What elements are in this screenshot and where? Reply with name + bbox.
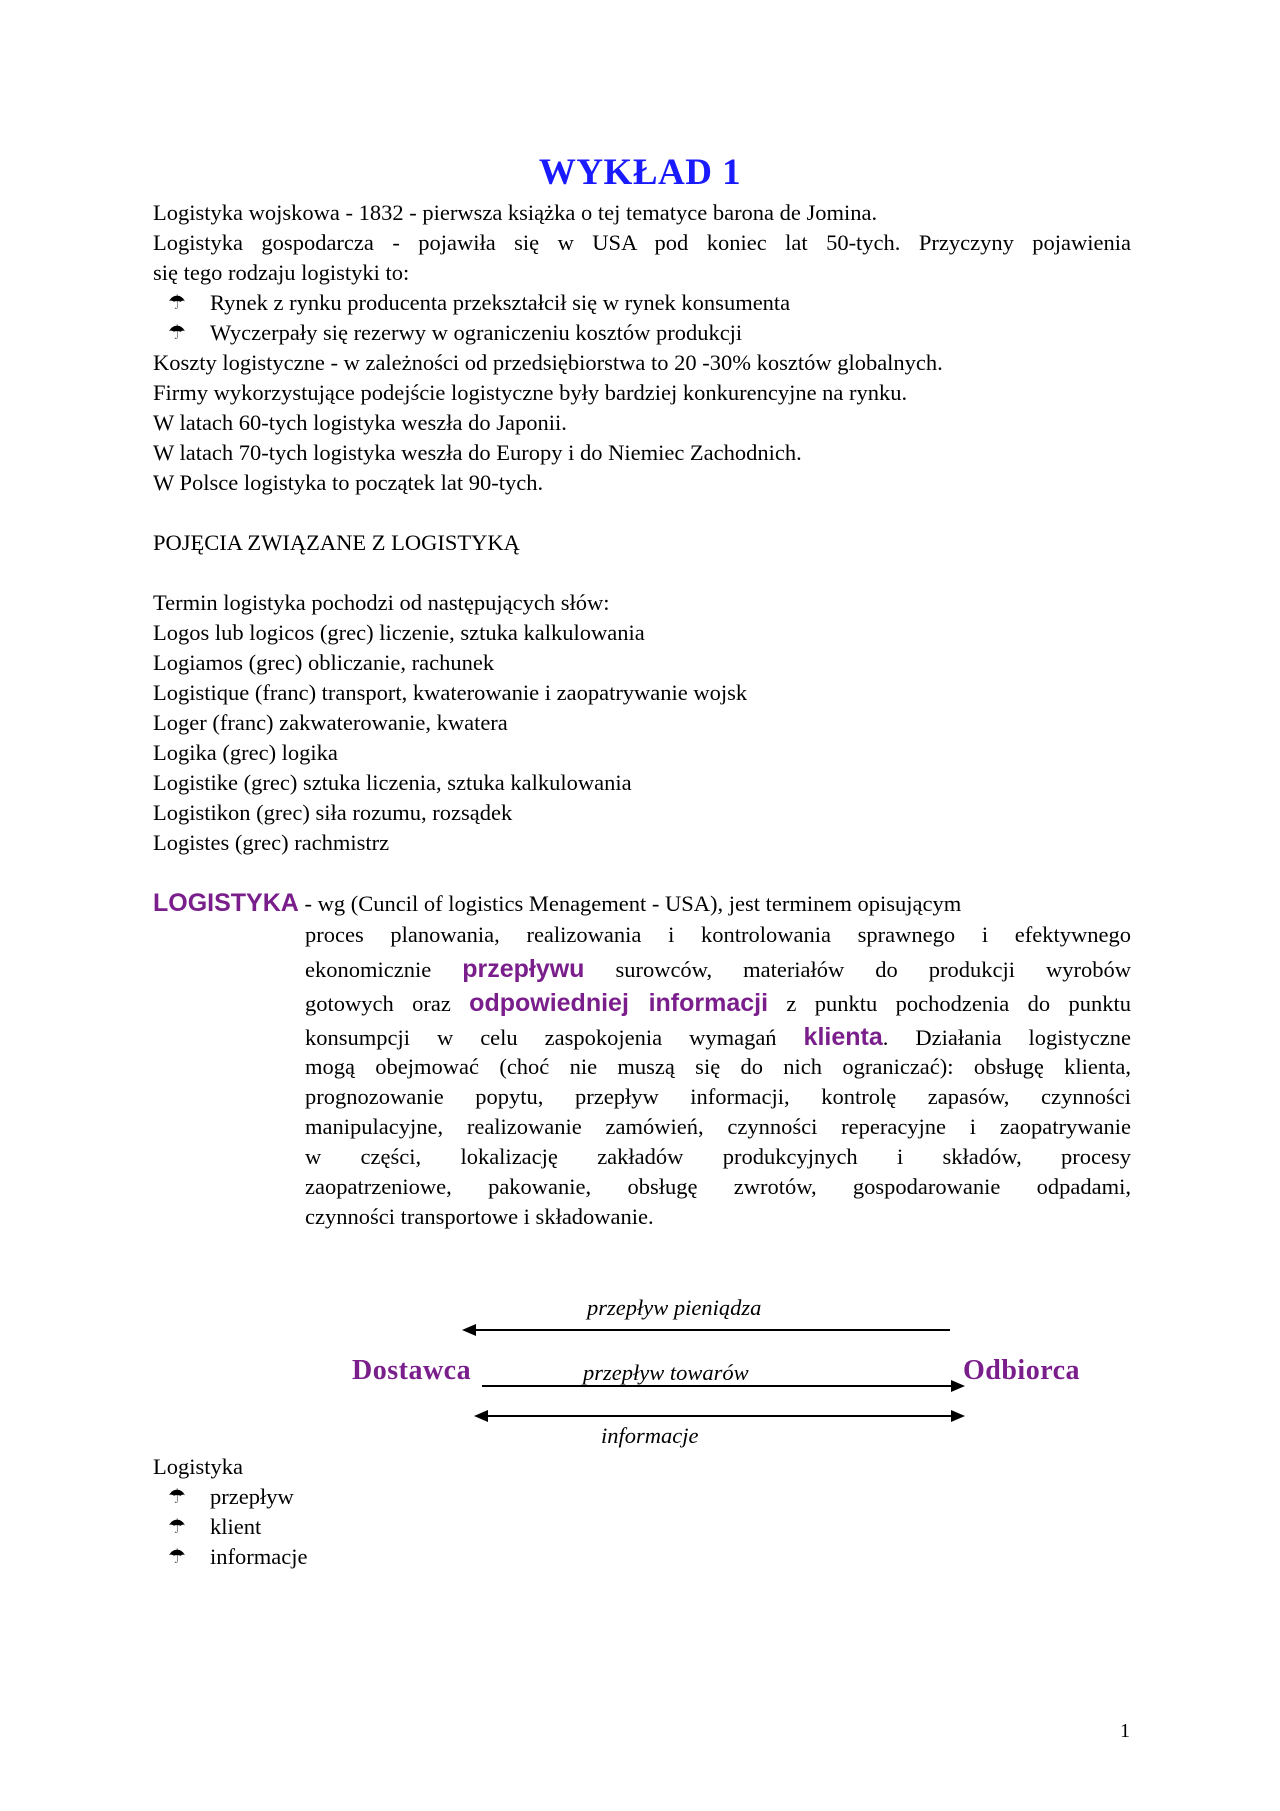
intro-line: się tego rodzaju logistyki to: [153, 260, 410, 285]
umbrella-icon: ☂ [168, 1486, 186, 1508]
intro-line: Logistyka gospodarcza - pojawiła się w USA pod koniec lat 50-tych. Przyczyny pojawienia [153, 230, 1131, 255]
list-item: Rynek z rynku producenta przekształcił się w rynek konsumenta [210, 290, 791, 315]
term-item: Logistique (franc) transport, kwaterowanie i zaopatrywanie wojsk [153, 680, 748, 705]
definition-body [305, 920, 1131, 1232]
keyword-przeplyw: przepływu [462, 955, 585, 983]
intro-line: W Polsce logistyka to początek lat 90-tych. [153, 470, 544, 495]
page-title: WYKŁAD 1 [538, 152, 742, 193]
definition-line: mogą obejmować (choć nie muszą się do nich ograniczać): obsługę klienta, [305, 1054, 1131, 1079]
intro-line: Koszty logistyczne - w zależności od przedsiębiorstwa to 20 -30% kosztów globalnych. [153, 350, 943, 375]
term-item: Logos lub logicos (grec) liczenie, sztuka kalkulowania [153, 620, 645, 645]
arrowhead-left-icon [474, 1410, 488, 1422]
term-item: Logistikon (grec) siła rozumu, rozsądek [153, 800, 513, 825]
definition-line [305, 1022, 1131, 1052]
definition-text: gotowych oraz [305, 991, 470, 1016]
definition-line [305, 988, 1131, 1018]
definition-text: . Działania logistyczne [882, 1025, 1131, 1050]
keyword-klient: klienta [803, 1023, 883, 1051]
definition-text: konsumpcji w celu zaspokojenia wymagań [305, 1025, 804, 1050]
keyword-logistyka: LOGISTYKA [153, 889, 299, 917]
definition-line: czynności transportowe i składowanie. [305, 1204, 654, 1229]
intro-line: W latach 70-tych logistyka weszła do Europy i do Niemiec Zachodnich. [153, 440, 802, 465]
goods-flow-label: przepływ towarów [583, 1360, 749, 1385]
page-number: 1 [1120, 1720, 1130, 1742]
term-item: Logika (grec) logika [153, 740, 338, 765]
intro-line: Logistyka wojskowa - 1832 - pierwsza książka o tej tematyce barona de Jomina. [153, 200, 878, 225]
list-item: Wyczerpały się rezerwy w ograniczeniu kosztów produkcji [210, 320, 743, 345]
term-item: Logistike (grec) sztuka liczenia, sztuka kalkulowania [153, 770, 632, 795]
definition-heading [153, 888, 961, 919]
definition-head-text: - wg (Cuncil of logistics Menagement - USA), jest terminem opisującym [298, 891, 962, 916]
arrowhead-right-icon [951, 1410, 965, 1422]
definition-line: w części, lokalizację zakładów produkcyjnych i składów, procesy [305, 1144, 1131, 1169]
definition-text: ekonomicznie [305, 957, 463, 982]
term-item: Logistes (grec) rachmistrz [153, 830, 390, 855]
definition-text: surowców, materiałów do produkcji wyrobów [584, 957, 1132, 982]
umbrella-icon: ☂ [168, 322, 186, 344]
definition-line: manipulacyjne, realizowanie zamówień, czynności reperacyjne i zaopatrywanie [305, 1114, 1131, 1139]
intro-line: W latach 60-tych logistyka weszła do Japonii. [153, 410, 567, 435]
customer-label: Odbiorca [963, 1355, 1081, 1386]
supplier-label: Dostawca [352, 1355, 472, 1386]
list-item: przepływ [210, 1484, 294, 1509]
info-flow-label: informacje [601, 1423, 699, 1448]
umbrella-icon: ☂ [168, 1546, 186, 1568]
list-item: informacje [210, 1544, 308, 1569]
section-heading: POJĘCIA ZWIĄZANE Z LOGISTYKĄ [153, 530, 520, 555]
umbrella-icon: ☂ [168, 292, 186, 314]
summary-heading: Logistyka [153, 1454, 243, 1479]
definition-text: z punktu pochodzenia do punktu [768, 991, 1132, 1016]
intro-line: Firmy wykorzystujące podejście logistyczne były bardziej konkurencyjne na rynku. [153, 380, 908, 405]
section-intro: Termin logistyka pochodzi od następujących słów: [153, 590, 610, 615]
term-item: Loger (franc) zakwaterowanie, kwatera [153, 710, 508, 735]
umbrella-icon: ☂ [168, 1516, 186, 1538]
definition-line: zaopatrzeniowe, pakowanie, obsługę zwrotów, gospodarowanie odpadami, [305, 1174, 1131, 1199]
definition-line: proces planowania, realizowania i kontrolowania sprawnego i efektywnego [305, 922, 1131, 947]
definition-line: prognozowanie popytu, przepływ informacji, kontrolę zapasów, czynności [305, 1084, 1131, 1109]
term-item: Logiamos (grec) obliczanie, rachunek [153, 650, 495, 675]
money-flow-label: przepływ pieniądza [587, 1295, 762, 1320]
arrowhead-left-icon [462, 1324, 476, 1336]
definition-line [305, 954, 1131, 984]
list-item: klient [210, 1514, 262, 1539]
keyword-informacja: odpowiedniej informacji [469, 989, 769, 1017]
